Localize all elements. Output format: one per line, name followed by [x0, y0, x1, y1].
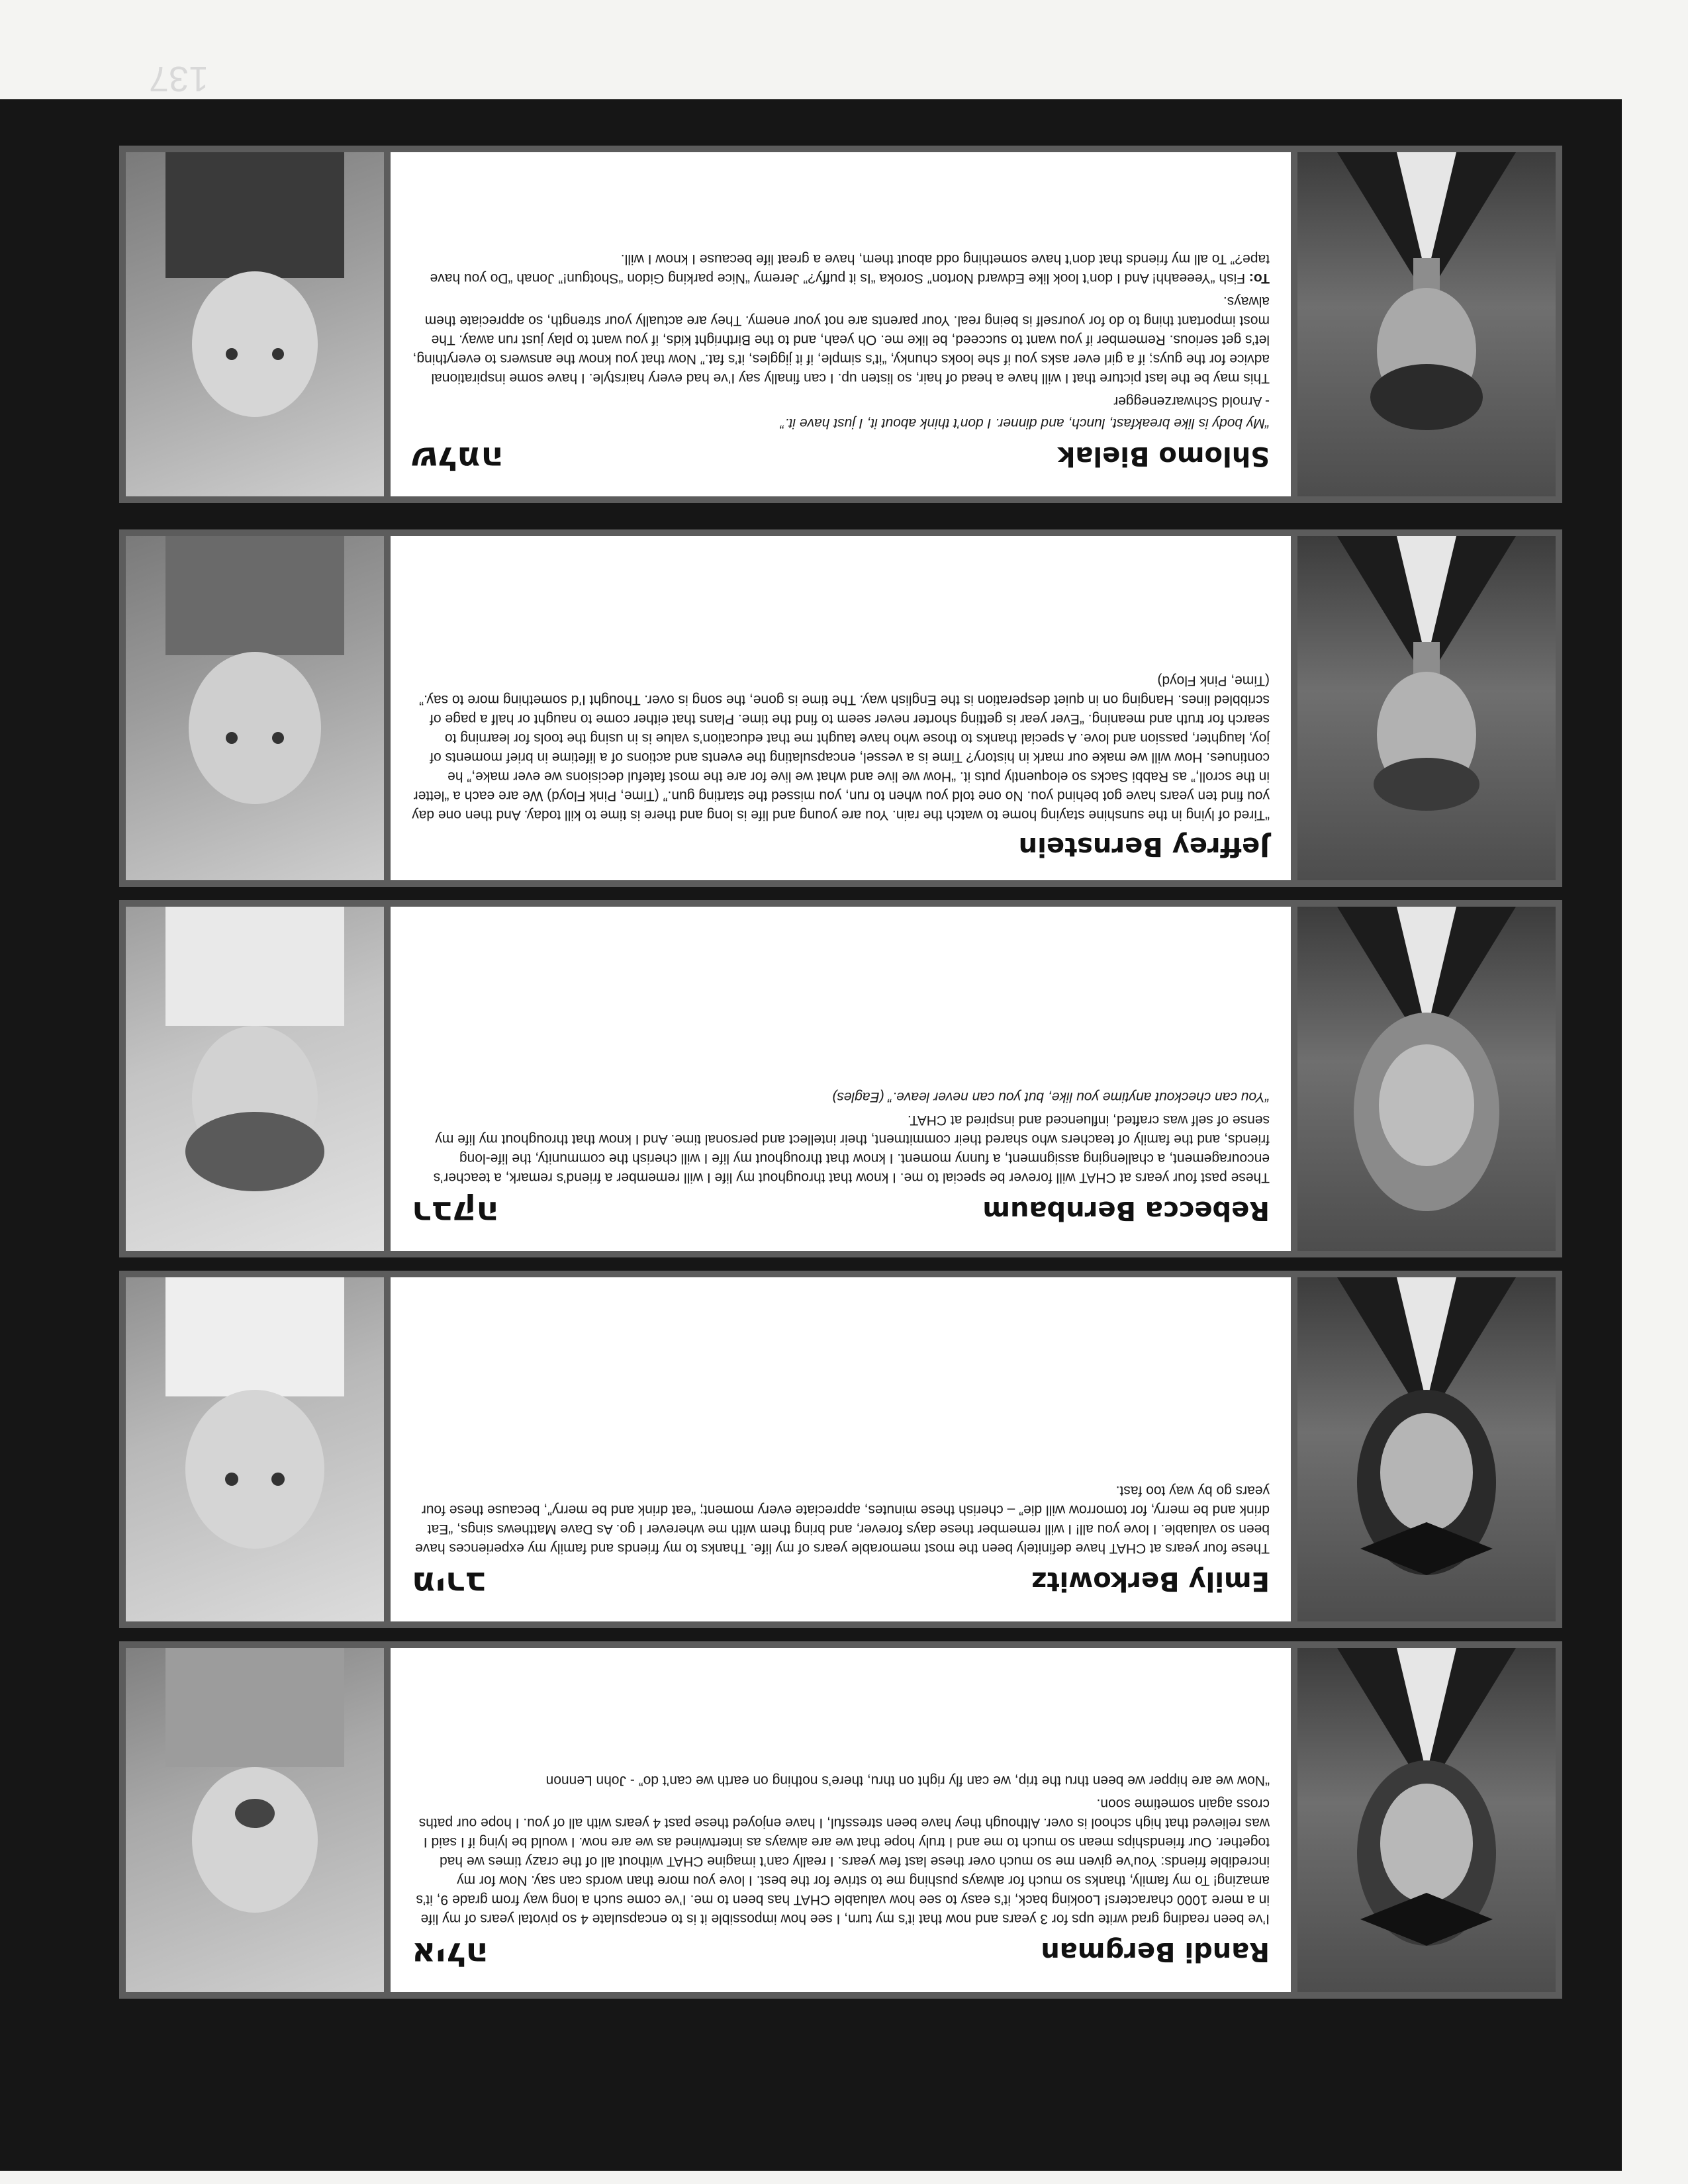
hebrew-name: רבקה	[412, 1194, 499, 1232]
childhood-photo	[126, 536, 384, 880]
graduate-name: Rebecca Bernbaum	[982, 1195, 1270, 1226]
childhood-photo	[126, 907, 384, 1251]
writeup-card	[391, 1277, 1291, 1621]
graduate-entry	[119, 1641, 1562, 1999]
graduation-portrait	[1297, 536, 1556, 880]
graduation-portrait	[1297, 1648, 1556, 1992]
graduate-name: Randi Bergman	[1041, 1936, 1270, 1967]
graduate-entry	[119, 900, 1562, 1257]
hebrew-name: מירב	[412, 1565, 486, 1603]
writeup-text: These four years at CHAT have definitely been the most memorable years of my life. Thanks to my friends and family my experiences have been so valuable. I love you all! I will remember these days forever, and bring them with me wherever I go. As Dave Matthews sings, “Eat drink and be merry, for tomorrow will die” – cherish these minutes, appreciate every moment; “eat drink and be merry”, because these four years go by way too fast.	[411, 1483, 1270, 1556]
graduate-name: Jeffrey Bernstein	[1018, 831, 1270, 862]
to-label: To:	[1248, 271, 1270, 286]
childhood-photo	[126, 1277, 384, 1621]
hebrew-name: שלמה	[412, 439, 504, 478]
writeup-card	[391, 907, 1291, 1251]
writeup-text: These past four years at CHAT will forever be special to me. I know that throughout my life I will remember a friend’s remark, a teacher’s encouragement, a challenging assignment, a funny moment. I know that throughout my life I will cherish the community, the life-long friends, and the family of teachers who shared their commitment, their intellect and personal time. And I know that throughout my life my sense of self was crafted, influenced and inspired at CHAT.	[429, 1113, 1270, 1185]
quote: “Now we are hipper we been thru the trip, we can fly right on thru, there’s nothing on earth we can’t do” - John Lennon	[545, 1773, 1270, 1788]
childhood-photo	[126, 152, 384, 496]
quote: “You can checkout anytime you like, but you can never leave.” (Eagles)	[832, 1089, 1270, 1105]
graduate-entry	[119, 1271, 1562, 1628]
graduate-name: Shlomo Bielak	[1057, 441, 1270, 471]
writeup-card	[391, 152, 1291, 496]
writeup-text: I’ve been reading grad write ups for 3 years and now that it’s my turn, I see how impossible it is to encapsulate 4 so pivotal years of my life in a mere 1000 characters! Looking back, it’s easy to see how valuable CHAT has been to me. I’ve come such a long way from grade 9, it’s amazing! To my family, thanks so much for always pushing me to strive for the best. I love you more than words can say. Now for my incredible friends: You’ve given me so much over these last few years. I really can’t imagine CHAT without all of the crazy times we had together. Our friendships mean so much to me and I truly hope that we are always as intertwined as we are now. I would be lying if I said I was relieved that high school is over. Although they have been stressful, I have enjoyed these past 4 years with all of you. I hope our paths cross again sometime soon.	[412, 1796, 1270, 1927]
graduate-entry	[119, 146, 1562, 503]
graduate-name: Emily Berkowitz	[1031, 1566, 1270, 1596]
childhood-photo	[126, 1648, 384, 1992]
quote: “My body is like breakfast, lunch, and dinner. I don’t think about it, I just have it.”	[780, 416, 1270, 431]
writeup-text: “Tired of lying in the sunshine staying home to watch the rain. You are young and life is long and there is time to kill today. And then one day you find ten years have got behind you. No one told you when to run, you missed the starting gun.” (Time, Pink Floyd) We are each a “letter in the scroll,” as Rabbi Sacks so eloquently puts it. “How we live and what we live for are the most fateful decisions we ever make,” he continues. How will we make our mark in history? Time is a vessel, encapsulating the events and actions of a lifetime in brief moments of joy, laughter, passion and love. A special thanks to those who have taught me that education’s value is in using the tools for learning to search for truth and meaning. “Ever year is getting shorter never seem to find the time. Plans that either come to naught or half a page of scribbled lines. Hanging on in quiet desperation is the English way. The time is gone, the song is over. Thought I’d something more to say.” (Time, Pink Floyd)	[408, 673, 1270, 823]
writeup-text: This may be the last picture that I will have a head of hair, so listen up. I can finally say I’ve had every hairstyle. I have some inspirational advice for the guys; if a girl ever asks you if she looks chunky, “it’s simple, if it jiggles, it’s fat.” Now that you know the answers to everything, let’s get serious. Remember if you want to succeed, be like me. Oh yeah, and to the Birthright kids, if you want to play just run away. The most important thing to do for yourself is being real. Your parents are not your enemy. They are actually your strength, so appreciate them always.	[408, 294, 1270, 386]
dedications	[412, 250, 1270, 288]
quote-attribution: - Arnold Schwarzenegger	[1113, 394, 1270, 409]
writeup-card	[391, 536, 1291, 880]
hebrew-name: אילה	[412, 1935, 489, 1974]
graduation-portrait	[1297, 907, 1556, 1251]
graduation-portrait	[1297, 152, 1556, 496]
dedications-text: Fish “Yeeeahh! And I don’t look like Edward Norton” Soroka “Is it puffy?” Jeremy “Nice parking Gidon “Shotgun!” Jonah “Do you have tape?” To all my friends that don’t have something odd about them, have a great life because I know I will.	[426, 251, 1270, 286]
writeup-card	[391, 1648, 1291, 1992]
graduate-entry	[119, 529, 1562, 887]
page-number: 137	[148, 59, 209, 99]
graduation-portrait	[1297, 1277, 1556, 1621]
